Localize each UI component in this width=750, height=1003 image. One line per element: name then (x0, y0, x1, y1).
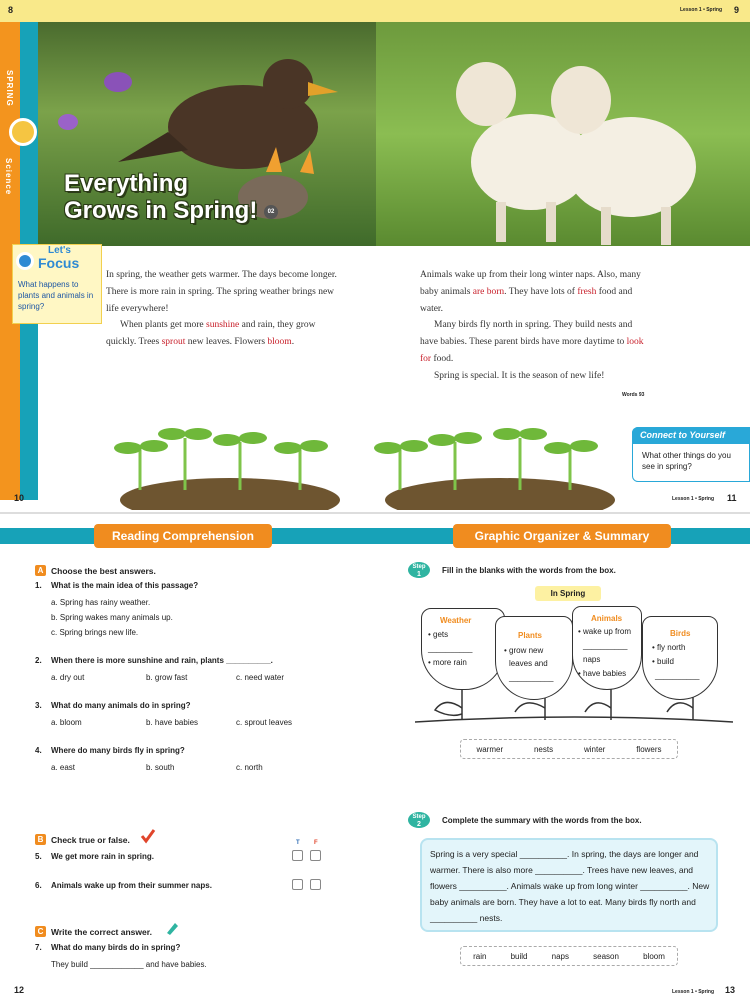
step-1-badge (408, 562, 430, 578)
vocab-word[interactable]: are born (472, 286, 505, 297)
organizer-item: • more rain (428, 658, 467, 667)
word-box-item: warmer (476, 744, 504, 754)
organizer-label-birds: Birds (670, 629, 691, 638)
article-paragraph (420, 317, 652, 367)
question-number: 3. (35, 701, 42, 710)
organizer-label-plants: Plants (518, 631, 543, 640)
section-a-badge: A (35, 565, 46, 576)
focus-question: What happens to plants and animals in spring? (18, 280, 94, 311)
question-text: When there is more sunshine and rain, plants __________. (51, 656, 273, 665)
organizer-blank[interactable]: __________ (583, 641, 628, 650)
answer-option[interactable]: a. Spring has rainy weather. (51, 598, 151, 607)
true-checkbox[interactable] (292, 879, 303, 890)
top-header-bar (0, 0, 750, 22)
reading-comprehension-banner: Reading Comprehension (94, 524, 272, 548)
organizer-item: • grow new (504, 646, 544, 655)
word-box-item: bloom (643, 951, 665, 961)
section-a-title: Choose the best answers. (51, 566, 156, 576)
lambs-photo (376, 22, 750, 246)
page-number: 10 (14, 493, 25, 503)
paragraph-text: When plants get more (120, 320, 207, 331)
organizer-item: • fly north (652, 643, 686, 652)
side-label-spring: SPRING (5, 70, 14, 107)
question-number: 7. (35, 943, 42, 952)
step-1-title: Fill in the blanks with the words from the box. (442, 566, 616, 575)
question-number: 1. (35, 581, 42, 590)
side-label-science: Science (4, 158, 13, 196)
section-b-badge: B (35, 834, 46, 845)
question-text: What do many birds do in spring? (51, 943, 181, 952)
organizer-item: • gets (428, 630, 449, 639)
organizer-label-weather: Weather (440, 616, 472, 625)
paragraph-text: Animals wake up from their long winter naps. Also, many baby animals (420, 270, 641, 297)
organizer-blank[interactable]: __________ (655, 671, 700, 680)
answer-suffix: and have babies. (145, 960, 207, 969)
organizer-blank[interactable]: __________ (428, 644, 473, 653)
answer-option[interactable]: c. need water (236, 673, 285, 682)
focus-label-1: Let's (48, 245, 71, 256)
paragraph-text: . They have lots of (504, 286, 578, 297)
answer-option[interactable]: a. east (51, 763, 76, 772)
article-paragraph (420, 267, 652, 317)
false-checkbox[interactable] (310, 879, 321, 890)
step-number: 1 (417, 571, 421, 578)
running-foot: Lesson 1 • Spring (672, 496, 715, 502)
false-header: F (314, 840, 318, 846)
organizer-item: • wake up from (578, 627, 632, 636)
spread-divider (0, 512, 750, 514)
vocab-word[interactable]: fresh (577, 286, 597, 297)
connect-title: Connect to Yourself (632, 427, 750, 444)
article-paragraph (106, 317, 338, 351)
question-number: 5. (35, 852, 42, 861)
title-line-1: Everything (64, 170, 189, 197)
step-number: 2 (417, 821, 421, 828)
checkmark-icon (140, 828, 156, 844)
lets-focus-label (38, 244, 79, 270)
answer-option[interactable]: b. south (146, 763, 175, 772)
word-box-item: naps (551, 951, 569, 961)
false-checkbox[interactable] (310, 850, 321, 861)
word-box-item: flowers (636, 744, 662, 754)
answer-prefix: They build (51, 960, 88, 969)
paragraph-text: and rain, they grow quickly. Trees (106, 320, 316, 348)
word-box-item: season (593, 951, 619, 961)
sprouts-illustration (100, 420, 630, 510)
organizer-blank[interactable]: __________ (509, 673, 554, 682)
paragraph-text: food and water. (420, 286, 633, 314)
article-column-1 (106, 267, 338, 351)
paragraph-text: Spring is special. It is the season of new life! (434, 370, 605, 381)
question-number: 2. (35, 656, 42, 665)
section-c-title: Write the correct answer. (51, 927, 152, 937)
organizer-center: In Spring (535, 586, 601, 601)
word-box-item: nests (533, 744, 554, 754)
section-c-badge: C (35, 926, 46, 937)
question-number: 6. (35, 881, 42, 890)
answer-line (51, 960, 207, 969)
paragraph-text: In spring, the weather gets warmer. The days become longer. There is more rain in spring. The spring weather brings new life everywhere! (106, 270, 337, 314)
organizer-item: • build (652, 657, 674, 666)
page-number: 9 (734, 5, 740, 15)
page-number: 8 (8, 5, 14, 15)
answer-option[interactable]: b. have babies (146, 718, 199, 727)
answer-option[interactable]: c. Spring brings new life. (51, 628, 139, 637)
connect-question: What other things do you see in spring? (642, 451, 731, 471)
question-text: Animals wake up from their summer naps. (51, 881, 212, 890)
answer-option[interactable]: a. dry out (51, 673, 85, 682)
question-text: Where do many birds fly in spring? (51, 746, 185, 755)
paragraph-text: new leaves. Flowers (185, 337, 268, 348)
word-box-item: winter (583, 744, 606, 754)
article-paragraph (420, 368, 652, 385)
step-2-title: Complete the summary with the words from the box. (442, 816, 642, 825)
eye-icon (16, 252, 34, 270)
running-foot: Lesson 1 • Spring (672, 989, 715, 995)
answer-option[interactable]: b. Spring wakes many animals up. (51, 613, 173, 622)
paragraph-text: Many birds fly north in spring. They build nests and have babies. These parent birds have more daytime to (420, 320, 633, 348)
focus-label-2: Focus (38, 255, 80, 271)
step-label: Step (412, 564, 426, 570)
lambs-illustration (376, 22, 750, 246)
word-count: Words 93 (622, 392, 645, 398)
vocab-word[interactable]: look for (420, 337, 644, 364)
answer-option[interactable]: c. north (236, 763, 263, 772)
audio-track-icon[interactable]: 02 (264, 205, 278, 219)
title-line-2 (64, 197, 278, 224)
summary-text[interactable]: Spring is a very special __________. In spring, the days are longer and warmer. There is also more __________. Trees have new leaves, and flowers __________. Animals wake up from long winter __________. New baby animals are born. They have a lot to eat. Many birds fly north and __________ nests. (430, 849, 710, 923)
word-box-item: build (510, 951, 528, 961)
title-line-2-text: Grows in Spring! (64, 197, 258, 224)
word-box-2 (460, 946, 678, 966)
word-box-1 (460, 739, 678, 759)
true-header: T (296, 840, 300, 846)
vocab-word[interactable]: sunshine (206, 320, 240, 331)
answer-option[interactable]: c. sprout leaves (236, 718, 293, 727)
question-number: 4. (35, 746, 42, 755)
running-head: Lesson 1 • Spring (680, 7, 723, 13)
organizer-label-animals: Animals (591, 614, 623, 623)
paragraph-text: food. (431, 353, 454, 364)
organizer-item: • have babies (578, 669, 627, 678)
answer-blank[interactable]: ____________ (90, 960, 144, 969)
organizer-item: leaves and (509, 659, 548, 668)
question-text: We get more rain in spring. (51, 852, 154, 861)
article-paragraph (106, 267, 338, 317)
true-checkbox[interactable] (292, 850, 303, 861)
pencil-icon (164, 920, 180, 936)
step-2-badge (408, 812, 430, 828)
organizer-item: naps (583, 655, 601, 664)
answer-option[interactable]: b. grow fast (146, 673, 188, 682)
paragraph-text: . (291, 337, 295, 348)
answer-option[interactable]: a. bloom (51, 718, 82, 727)
page-number: 13 (725, 985, 736, 995)
vocab-word[interactable]: sprout (161, 337, 186, 348)
article-title (64, 170, 278, 224)
vocab-word[interactable]: bloom (267, 337, 292, 348)
question-text: What is the main idea of this passage? (51, 581, 199, 590)
page-number: 11 (727, 493, 737, 503)
step-label: Step (412, 814, 426, 820)
question-text: What do many animals do in spring? (51, 701, 191, 710)
graphic-organizer-banner: Graphic Organizer & Summary (453, 524, 671, 548)
page-number: 12 (14, 985, 25, 995)
article-column-2 (420, 267, 652, 385)
section-b-title: Check true or false. (51, 835, 130, 845)
word-box-item: rain (473, 951, 487, 961)
globe-icon (9, 118, 37, 146)
